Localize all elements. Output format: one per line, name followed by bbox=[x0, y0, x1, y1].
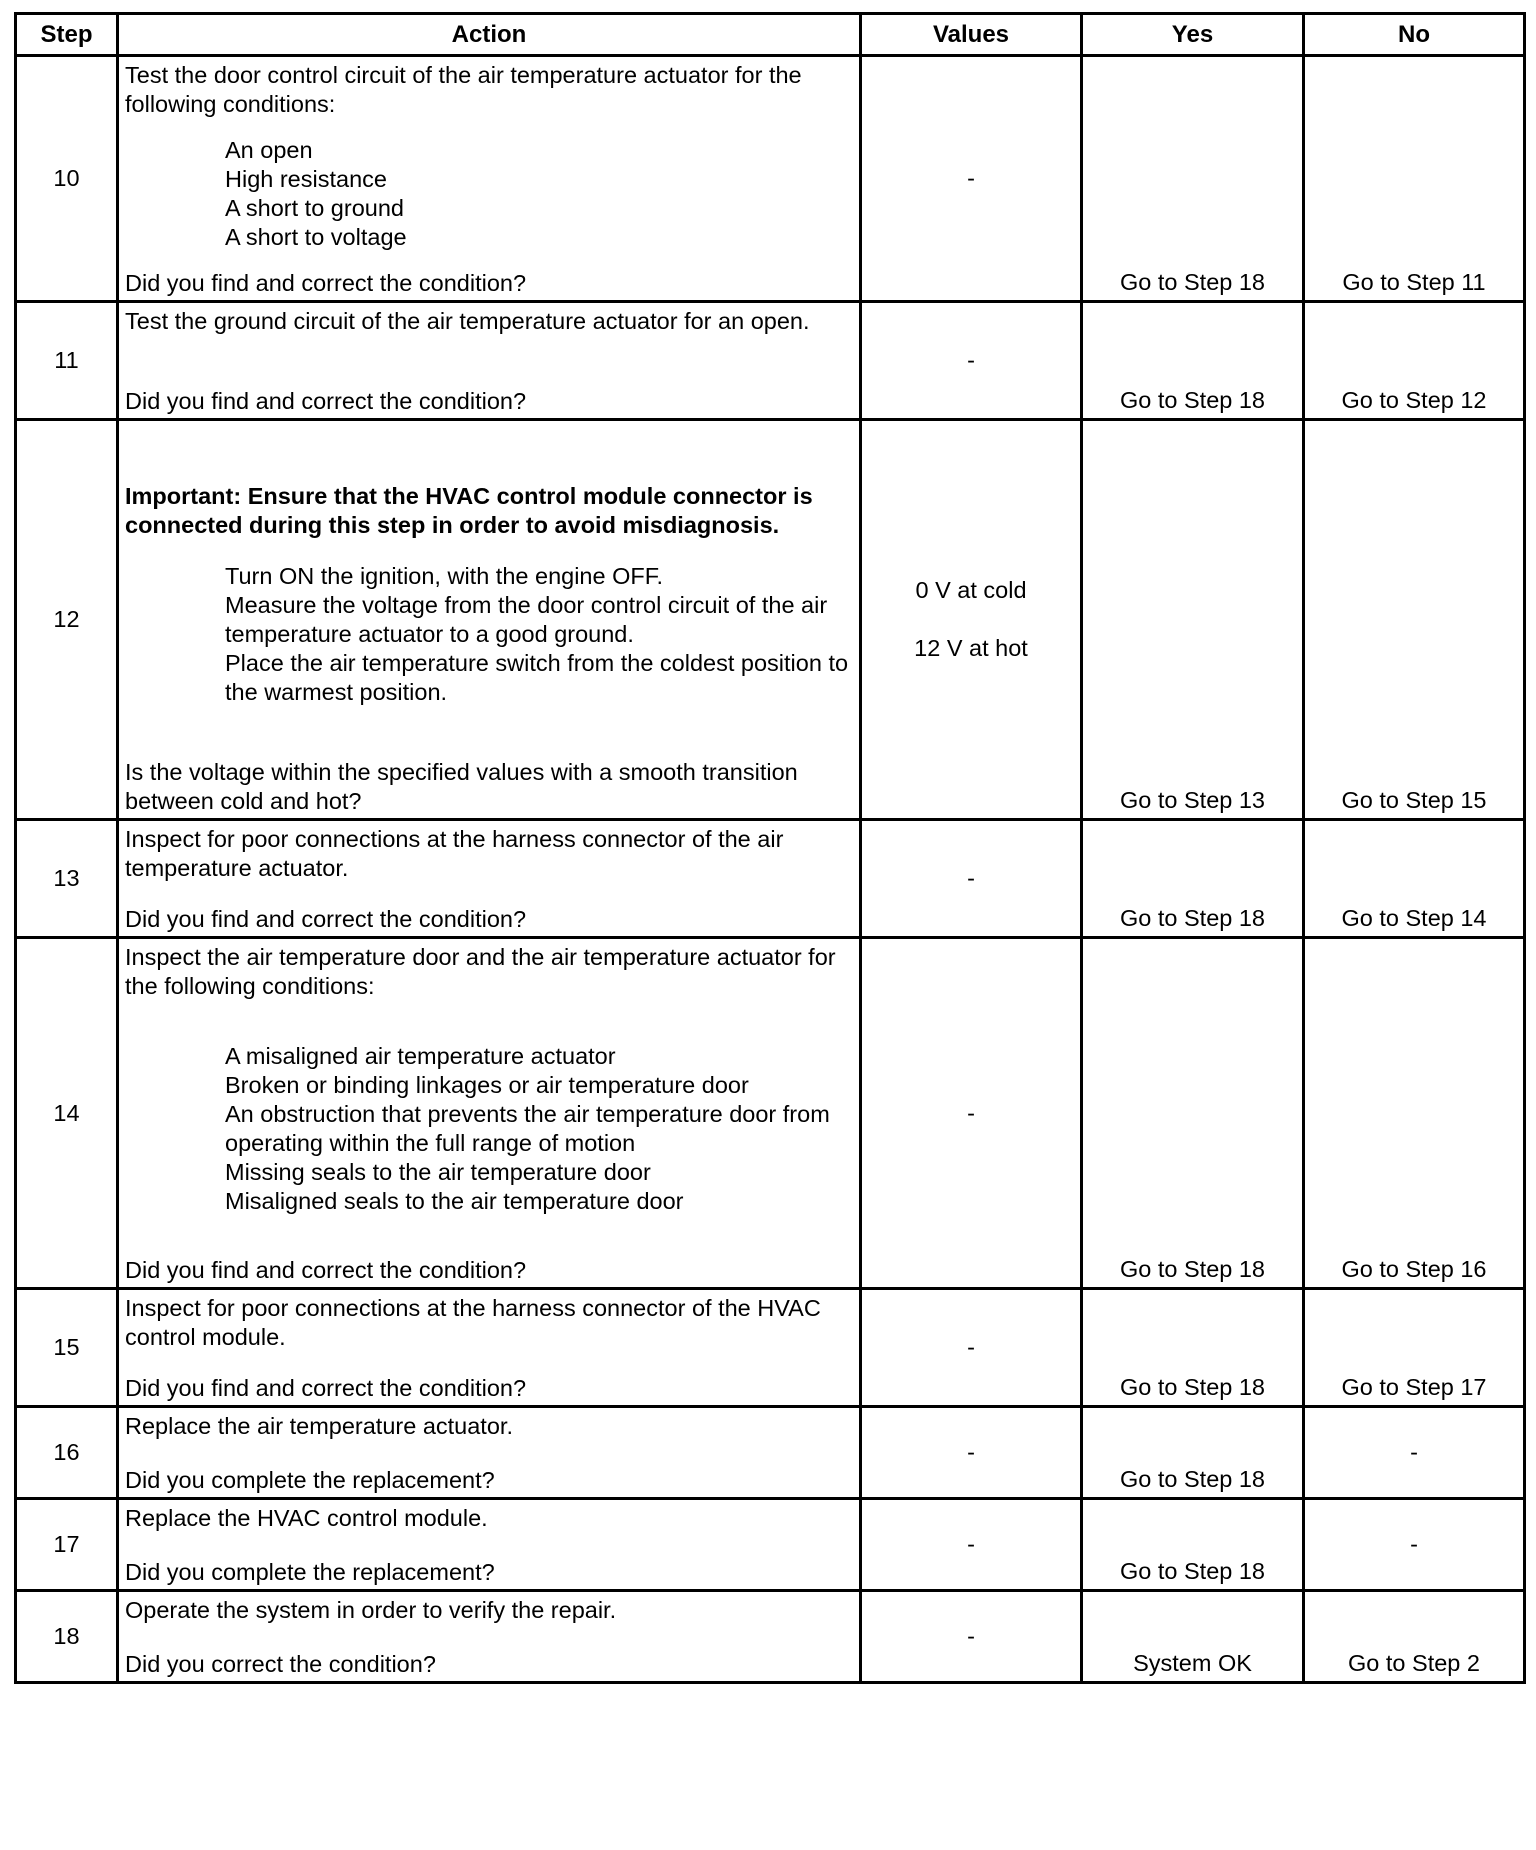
values-cell: - bbox=[861, 1289, 1082, 1407]
action-cell bbox=[118, 302, 861, 420]
condition-list bbox=[125, 136, 855, 252]
header-values: Values bbox=[861, 14, 1082, 56]
values-cell bbox=[861, 420, 1082, 820]
step-number: 18 bbox=[16, 1591, 118, 1683]
yes-cell: Go to Step 18 bbox=[1082, 56, 1304, 302]
table-row bbox=[16, 1499, 1525, 1591]
action-intro: Inspect for poor connections at the harness connector of the HVAC control module. bbox=[125, 1295, 821, 1350]
list-item: Measure the voltage from the door control circuit of the air temperature actuator to a good ground. bbox=[225, 592, 828, 647]
no-cell: Go to Step 2 bbox=[1304, 1591, 1525, 1683]
action-cell bbox=[118, 1499, 861, 1591]
list-item: A short to voltage bbox=[225, 224, 407, 250]
step-number: 17 bbox=[16, 1499, 118, 1591]
action-cell bbox=[118, 1289, 861, 1407]
header-yes: Yes bbox=[1082, 14, 1304, 56]
yes-cell: System OK bbox=[1082, 1591, 1304, 1683]
table-row bbox=[16, 938, 1525, 1289]
action-intro: Test the ground circuit of the air temperature actuator for an open. bbox=[125, 308, 810, 334]
header-no: No bbox=[1304, 14, 1525, 56]
action-intro: Test the door control circuit of the air temperature actuator for the following conditions: bbox=[125, 62, 802, 117]
values-cell: - bbox=[861, 1499, 1082, 1591]
list-item: A misaligned air temperature actuator bbox=[225, 1042, 616, 1069]
action-question: Did you complete the replacement? bbox=[125, 1559, 495, 1585]
values-cell: - bbox=[861, 1591, 1082, 1683]
no-cell: - bbox=[1304, 1499, 1525, 1591]
step-number: 11 bbox=[16, 302, 118, 420]
table-row bbox=[16, 1407, 1525, 1499]
list-item: High resistance bbox=[225, 166, 387, 192]
values-cell: - bbox=[861, 56, 1082, 302]
values-cell: - bbox=[861, 938, 1082, 1289]
step-number: 15 bbox=[16, 1289, 118, 1407]
action-question: Did you complete the replacement? bbox=[125, 1467, 495, 1493]
list-item: Broken or binding linkages or air temperature door bbox=[225, 1071, 749, 1098]
action-cell bbox=[118, 938, 861, 1289]
action-intro: Inspect the air temperature door and the air temperature actuator for the following conditions: bbox=[125, 944, 836, 999]
no-cell: Go to Step 11 bbox=[1304, 56, 1525, 302]
header-step: Step bbox=[16, 14, 118, 56]
list-item: An obstruction that prevents the air temperature door from operating within the full range of motion bbox=[225, 1100, 830, 1156]
value-hot: 12 V at hot bbox=[914, 635, 1028, 661]
action-intro: Replace the HVAC control module. bbox=[125, 1505, 488, 1531]
action-cell bbox=[118, 1407, 861, 1499]
action-question: Did you correct the condition? bbox=[125, 1651, 436, 1677]
table-row bbox=[16, 302, 1525, 420]
step-number: 16 bbox=[16, 1407, 118, 1499]
no-cell: Go to Step 15 bbox=[1304, 420, 1525, 820]
condition-list bbox=[125, 1042, 855, 1216]
important-note: Important: Ensure that the HVAC control module connector is connected during this step in order to avoid misdiagnosis. bbox=[125, 483, 813, 538]
no-cell: Go to Step 12 bbox=[1304, 302, 1525, 420]
table-row bbox=[16, 1591, 1525, 1683]
header-row bbox=[16, 14, 1525, 56]
action-question: Did you find and correct the condition? bbox=[125, 270, 527, 296]
table-row bbox=[16, 420, 1525, 820]
procedure-list bbox=[125, 562, 855, 707]
action-cell bbox=[118, 420, 861, 820]
list-item: Turn ON the ignition, with the engine OFF. bbox=[225, 563, 664, 589]
table-row bbox=[16, 1289, 1525, 1407]
list-item: Missing seals to the air temperature door bbox=[225, 1158, 651, 1185]
list-item: Place the air temperature switch from the coldest position to the warmest position. bbox=[225, 650, 849, 705]
action-question: Did you find and correct the condition? bbox=[125, 1375, 527, 1401]
action-question: Did you find and correct the condition? bbox=[125, 388, 527, 414]
action-intro: Inspect for poor connections at the harness connector of the air temperature actuator. bbox=[125, 826, 784, 881]
no-cell: - bbox=[1304, 1407, 1525, 1499]
table-row bbox=[16, 820, 1525, 938]
no-cell: Go to Step 16 bbox=[1304, 938, 1525, 1289]
action-intro: Operate the system in order to verify the repair. bbox=[125, 1597, 617, 1623]
list-item: Misaligned seals to the air temperature door bbox=[225, 1187, 684, 1214]
no-cell: Go to Step 17 bbox=[1304, 1289, 1525, 1407]
values-cell: - bbox=[861, 1407, 1082, 1499]
yes-cell: Go to Step 18 bbox=[1082, 302, 1304, 420]
action-cell bbox=[118, 56, 861, 302]
action-cell bbox=[118, 820, 861, 938]
action-cell bbox=[118, 1591, 861, 1683]
step-number: 13 bbox=[16, 820, 118, 938]
yes-cell: Go to Step 18 bbox=[1082, 1499, 1304, 1591]
table-row bbox=[16, 56, 1525, 302]
yes-cell: Go to Step 13 bbox=[1082, 420, 1304, 820]
value-cold: 0 V at cold bbox=[915, 577, 1027, 603]
header-action: Action bbox=[118, 14, 861, 56]
values-cell: - bbox=[861, 820, 1082, 938]
yes-cell: Go to Step 18 bbox=[1082, 1289, 1304, 1407]
values-cell: - bbox=[861, 302, 1082, 420]
no-cell: Go to Step 14 bbox=[1304, 820, 1525, 938]
step-number: 14 bbox=[16, 938, 118, 1289]
yes-cell: Go to Step 18 bbox=[1082, 1407, 1304, 1499]
list-item: A short to ground bbox=[225, 195, 404, 221]
list-item: An open bbox=[225, 137, 313, 163]
yes-cell: Go to Step 18 bbox=[1082, 938, 1304, 1289]
diagnostic-table bbox=[14, 12, 1526, 1684]
action-question: Is the voltage within the specified values with a smooth transition between cold and hot? bbox=[125, 759, 798, 814]
action-question: Did you find and correct the condition? bbox=[125, 1257, 527, 1283]
yes-cell: Go to Step 18 bbox=[1082, 820, 1304, 938]
step-number: 12 bbox=[16, 420, 118, 820]
action-question: Did you find and correct the condition? bbox=[125, 906, 527, 932]
action-intro: Replace the air temperature actuator. bbox=[125, 1413, 513, 1439]
step-number: 10 bbox=[16, 56, 118, 302]
